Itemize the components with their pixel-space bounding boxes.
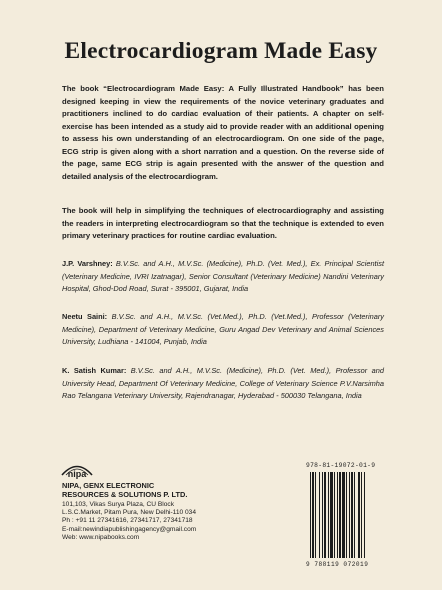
barcode-bar <box>358 472 360 558</box>
isbn-label: 978-81-19072-01-9 <box>306 462 376 469</box>
barcode-icon <box>310 472 384 558</box>
barcode-bar <box>364 472 365 558</box>
blurb-paragraph-2: The book will help in simplifying the techniques of electrocardiography and assisting the readers in interpreting electrocardiogram so that the technique is extended to even primary veterinary practices for routine cardiac evaluation. <box>62 206 384 240</box>
publisher-name-line-1: NIPA, GENX ELECTRONIC <box>62 481 155 490</box>
barcode-bar <box>328 472 329 558</box>
email-line: E-mail:newindiapublishingagency@gmail.com <box>62 525 197 533</box>
barcode-bar <box>319 472 320 558</box>
barcode-bar <box>361 472 362 558</box>
author-name: J.P. Varshney: <box>62 259 113 268</box>
barcode-bar <box>354 472 355 558</box>
author-name: Neetu Saini: <box>62 312 108 321</box>
publisher-logo-text: nipa <box>67 469 87 479</box>
barcode-bar <box>310 472 311 558</box>
barcode-bar <box>342 472 345 558</box>
barcode-bar <box>315 472 316 558</box>
phone-line: Ph : +91 11 27341616, 27341717, 27341718 <box>62 517 193 525</box>
barcode-bar <box>351 472 353 558</box>
barcode-digits: 9 788119 072019 <box>306 561 369 568</box>
publisher-name-line-2: RESOURCES & SOLUTIONS P. LTD. <box>62 490 188 499</box>
barcode-bar <box>337 472 338 558</box>
barcode-bar <box>334 472 335 558</box>
publisher-logo <box>60 460 94 480</box>
author-credentials: B.V.Sc. and A.H., M.V.Sc. (Vet.Med.), Ph.D. (Vet.Med.), Professor (Veterinary Medicine), Department of Veterinary Medicine, Guru Angad Dev Veterinary and Animal Sciences University, Ludhiana - 141004, Punjab, India <box>62 312 384 346</box>
author-bio-2 <box>62 311 384 349</box>
publisher-name <box>62 481 292 499</box>
author-name: K. Satish Kumar: <box>62 366 127 375</box>
web-line: Web: www.nipabooks.com <box>62 533 140 541</box>
address-line: L.S.C.Market, Pitam Pura, New Delhi-110 034 <box>62 509 197 517</box>
barcode-bar <box>339 472 341 558</box>
author-bio-1 <box>62 258 384 296</box>
barcode-bar <box>346 472 347 558</box>
author-credentials: B.V.Sc. and A.H., M.V.Sc. (Medicine), Ph.D. (Vet. Med.), Professor and University Head, Department Of Veterinary Medicine, College of Veterinary Science P.V.Narsimha Rao Telangana Veterinary University, Rajendranagar, Hyderabad - 500030 Telangana, India <box>62 366 384 400</box>
author-credentials: B.V.Sc. and A.H., M.V.Sc. (Medicine), Ph.D. (Vet. Med.), Ex. Principal Scientist (Veterinary Medicine, IVRI Izatnagar), Senior Consultant (Veterinary Medicine) Nandini Veterinary Hospital, Ghod-Dod Road, Surat - 395001, Gujarat, India <box>62 259 385 293</box>
address-line: 101,103, Vikas Surya Plaza, CU Block <box>62 501 175 508</box>
barcode-bar <box>312 472 314 558</box>
publisher-address <box>62 501 302 542</box>
barcode-bar <box>322 472 323 558</box>
barcode-bar <box>349 472 350 558</box>
blurb-paragraph-1: The book “Electrocardiogram Made Easy: A Fully Illustrated Handbook” has been designed keeping in view the requirements of the novice veterinary graduates and practitioners inclined to do cardiac evaluation of their patients. A chapter on self-exercise has been intended as a study aid to provide reader with an additional opening to assess his own understanding of an electrocardiogram. On one side of the page, ECG strip is given along with a short narration and a question. On the reverse side of the page, same ECG strip is again presented with the answer of the question and detailed analysis of the electrocardiogram. <box>62 84 384 181</box>
barcode-bar <box>324 472 326 558</box>
barcode-bar <box>330 472 333 558</box>
author-bio-3 <box>62 365 384 403</box>
book-title: Electrocardiogram Made Easy <box>64 38 378 64</box>
